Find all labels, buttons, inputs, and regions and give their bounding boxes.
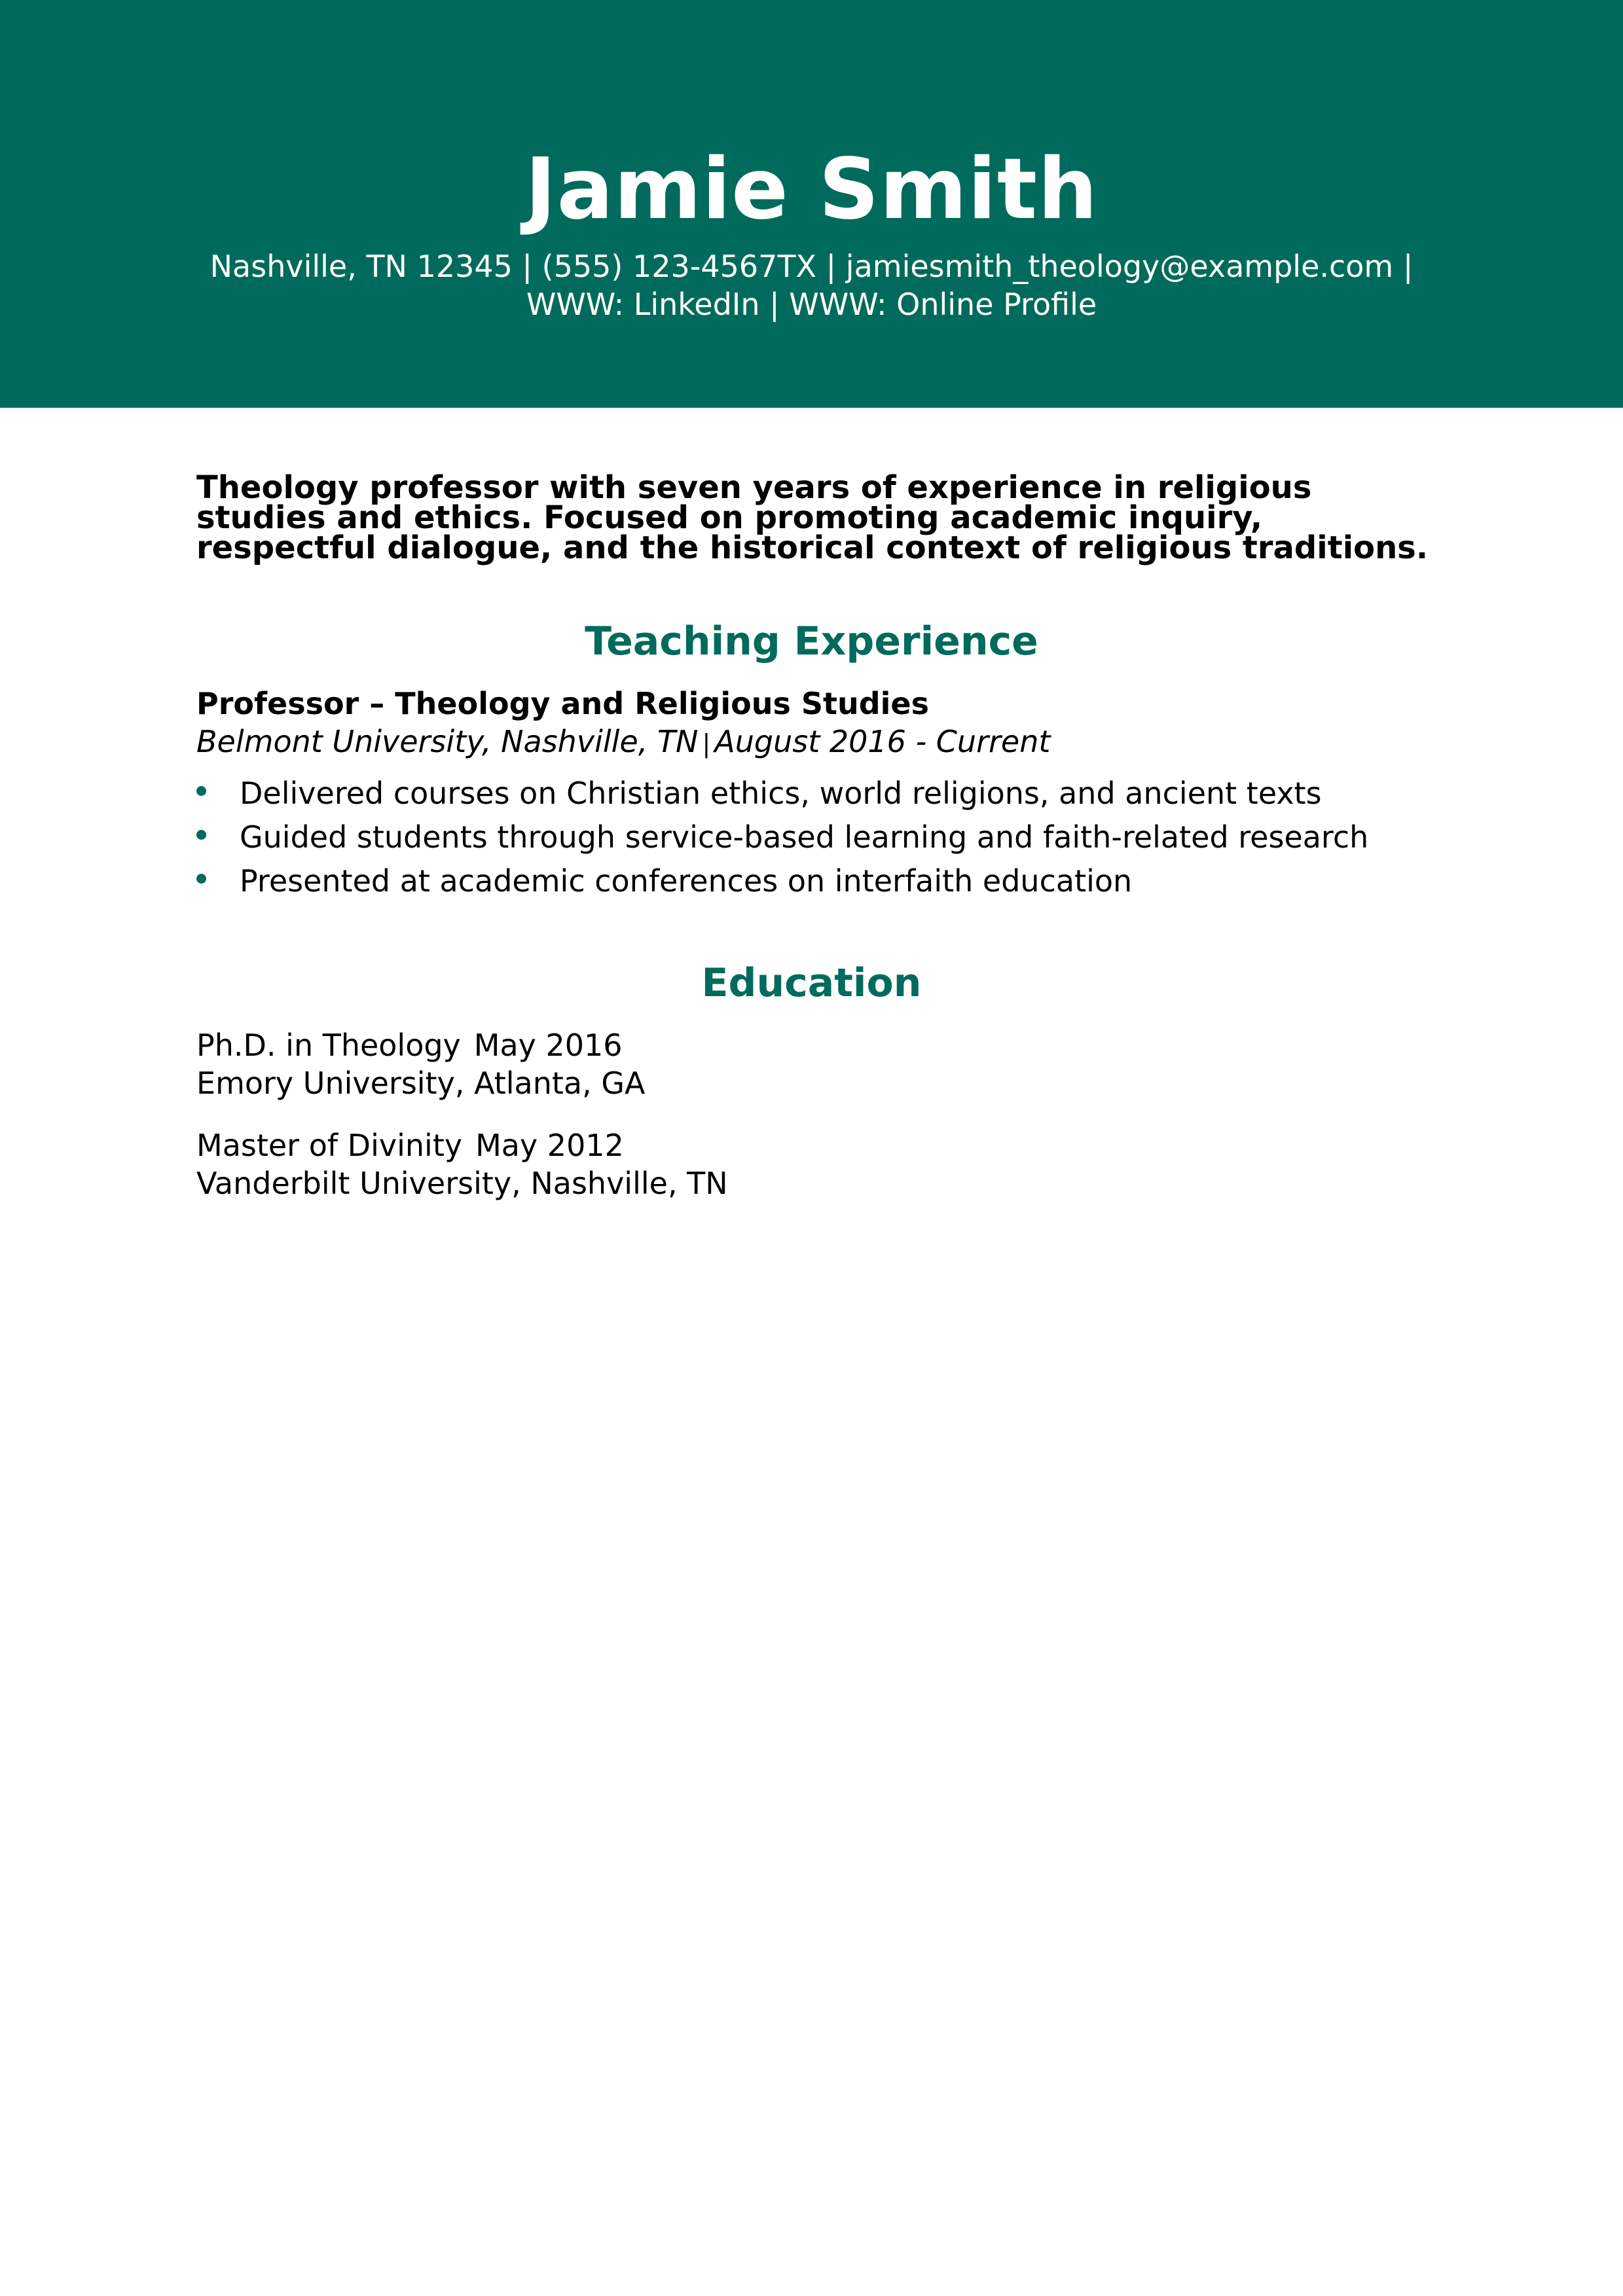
professional-summary: Theology professor with seven years of experience in religious studies and ethics. Focused on promoting academic inquiry, respectful dialogue, and the historical context of religious traditions. [196, 469, 1429, 566]
education-degree-line [196, 1126, 1440, 1164]
contact-line-2: WWW: LinkedIn | WWW: Online Profile [526, 287, 1097, 322]
job-employer-dates [196, 723, 1440, 762]
education-degree-line [196, 1026, 1440, 1064]
education-date: May 2012 [475, 1128, 624, 1163]
bullet-dot-icon [196, 830, 206, 840]
section-title-experience: Teaching Experience [585, 619, 1038, 664]
job-separator: | [702, 729, 711, 758]
education-degree: Ph.D. in Theology [196, 1028, 461, 1063]
resume-body [196, 469, 1440, 1202]
list-item: Presented at academic conferences on interfaith education [196, 859, 1440, 903]
job-bullets [196, 772, 1440, 903]
section-title-education: Education [701, 960, 922, 1006]
job-position: Professor – Theology and Religious Studies [196, 686, 929, 721]
resume-header [0, 0, 1623, 408]
candidate-name: Jamie Smith [524, 141, 1099, 238]
job-employer: Belmont University, Nashville, TN [196, 724, 699, 759]
education-degree: Master of Divinity [196, 1128, 463, 1163]
education-school: Vanderbilt University, Nashville, TN [196, 1166, 728, 1201]
education-entry [196, 1126, 1440, 1202]
education-school: Emory University, Atlanta, GA [196, 1066, 646, 1101]
job-entry [196, 685, 1440, 903]
list-item: Delivered courses on Christian ethics, world religions, and ancient texts [196, 772, 1440, 816]
list-item: Guided students through service-based learning and faith-related research [196, 816, 1440, 859]
job-dates: August 2016 - Current [714, 724, 1051, 759]
bullet-dot-icon [196, 786, 206, 796]
contact-line-1: Nashville, TN 12345 | (555) 123-4567TX | jamiesmith_theology@example.com | [210, 249, 1413, 284]
education-date: May 2016 [473, 1028, 623, 1063]
contact-info [164, 247, 1459, 323]
bullet-dot-icon [196, 874, 206, 884]
education-entry [196, 1026, 1440, 1102]
